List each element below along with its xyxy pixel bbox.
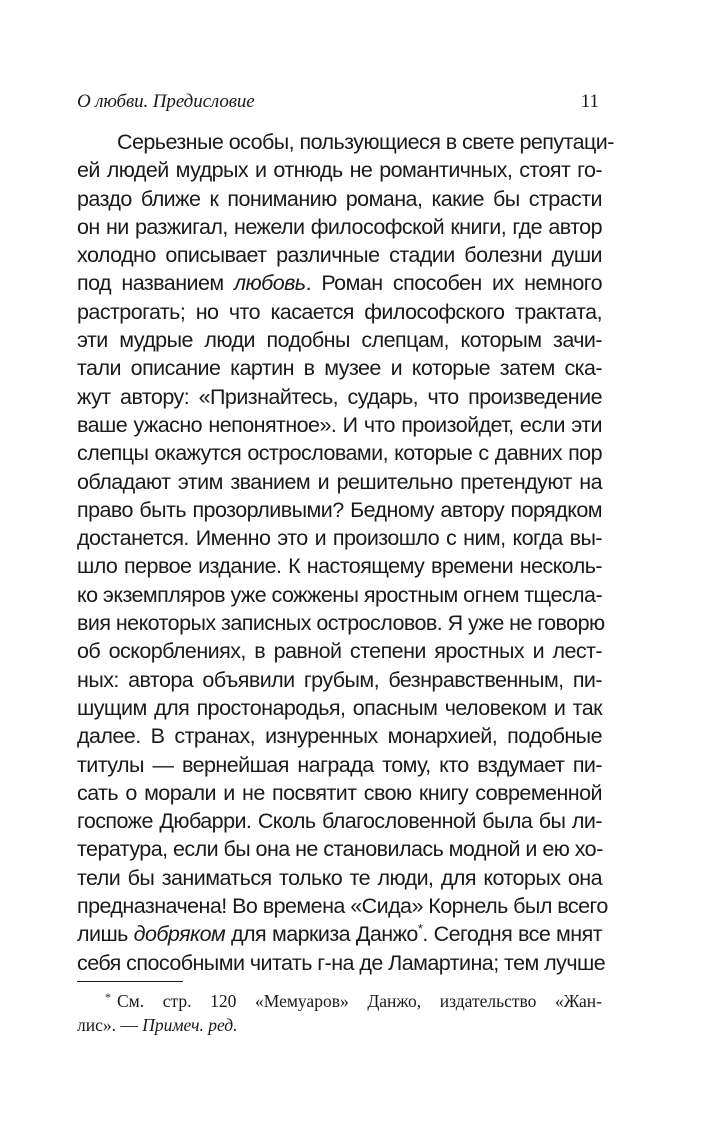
text-line: жут автору: «Признайтесь, сударь, что произведение — [77, 384, 602, 409]
footnote — [77, 989, 602, 1037]
editor-note: Примеч. ред. — [142, 1015, 238, 1035]
text-line: достанется. Именно это и произошло с ним, когда вы- — [77, 526, 602, 551]
text-line — [77, 269, 602, 297]
text-line: тели бы заниматься только те люди, для которых она — [77, 865, 602, 890]
text-line: вия некоторых записных острословов. Я уже не говорю — [77, 611, 605, 636]
text-line: Серьезные особы, пользующиеся в свете репутаци- — [117, 130, 614, 154]
footnote-line — [77, 1013, 602, 1037]
main-text — [77, 128, 614, 977]
footnote-mark: * — [105, 990, 111, 1004]
text-line: тература, если бы она не становилась модной и ею хо- — [77, 837, 603, 862]
text-line: ко экземпляров уже сожжены яростным огнем тщесла- — [77, 582, 603, 607]
text-line: далее. В странах, изнуренных монархией, подобные — [77, 724, 602, 749]
text-line: титулы — вернейшая награда тому, кто вздумает пи- — [77, 752, 602, 777]
text-line: ей людей мудрых и отнюдь не романтичных, стоят го- — [77, 158, 602, 183]
italic-word: любовь — [233, 271, 306, 296]
text-line: обладают этим званием и решительно претендуют на — [77, 469, 602, 494]
text-line: себя способными читать г-на де Ламартина; тем лучше — [77, 950, 606, 975]
text-line: эти мудрые люди подобны слепцам, которым зачи- — [77, 328, 602, 353]
italic-word: добряком — [133, 922, 226, 947]
text-segment: для маркиза Данжо — [225, 922, 418, 947]
footnote-text: лис». — — [77, 1015, 143, 1035]
text-segment: . Роман способен их немного — [305, 271, 602, 296]
text-line: право быть прозорливыми? Бедному автору порядком — [77, 497, 602, 522]
text-line: ваше ужасно непонятное». И что произойдет, если эти — [77, 412, 602, 437]
footnote-line — [77, 989, 602, 1013]
text-line: растрогать; но что касается философского трактата, — [77, 299, 602, 324]
text-line: ных: автора объявили грубым, безнравственным, пи- — [77, 667, 602, 692]
page-header — [77, 89, 599, 115]
text-line: тали описание картин в музее и которые затем ска- — [77, 356, 602, 381]
text-segment: лишь — [77, 922, 134, 947]
footnote-reference[interactable]: * — [417, 921, 423, 937]
text-line: шущим для простонародья, опасным человеком и так — [77, 695, 602, 720]
text-segment: . Сегодня все мнят — [422, 922, 602, 947]
text-line: холодно описывает различные стадии болезни души — [77, 243, 602, 268]
text-line: шло первое издание. К настоящему времени несколь- — [77, 554, 602, 579]
text-line: об оскорблениях, в равной степени яростных и лест- — [77, 639, 602, 664]
text-line: раздо ближе к пониманию романа, какие бы страсти — [77, 186, 602, 211]
footnote-text: См. стр. 120 «Мемуаров» Данжо, издательство «Жан- — [117, 991, 602, 1011]
text-line: он ни разжигал, нежели философской книги, где автор — [77, 214, 602, 239]
running-title: О любви. Предисловие — [77, 91, 255, 112]
text-segment: под названием — [77, 271, 234, 296]
text-line — [77, 920, 602, 948]
text-line: слепцы окажутся острословами, которые с давних пор — [77, 441, 602, 466]
page-number: 11 — [580, 91, 599, 112]
text-line: сать о морали и не посвятит свою книгу современной — [77, 780, 602, 805]
text-line: предназначена! Во времена «Сида» Корнель был всего — [77, 894, 608, 919]
text-line: госпоже Дюбарри. Сколь благословенной была бы ли- — [77, 809, 602, 834]
footnote-divider — [77, 981, 183, 982]
